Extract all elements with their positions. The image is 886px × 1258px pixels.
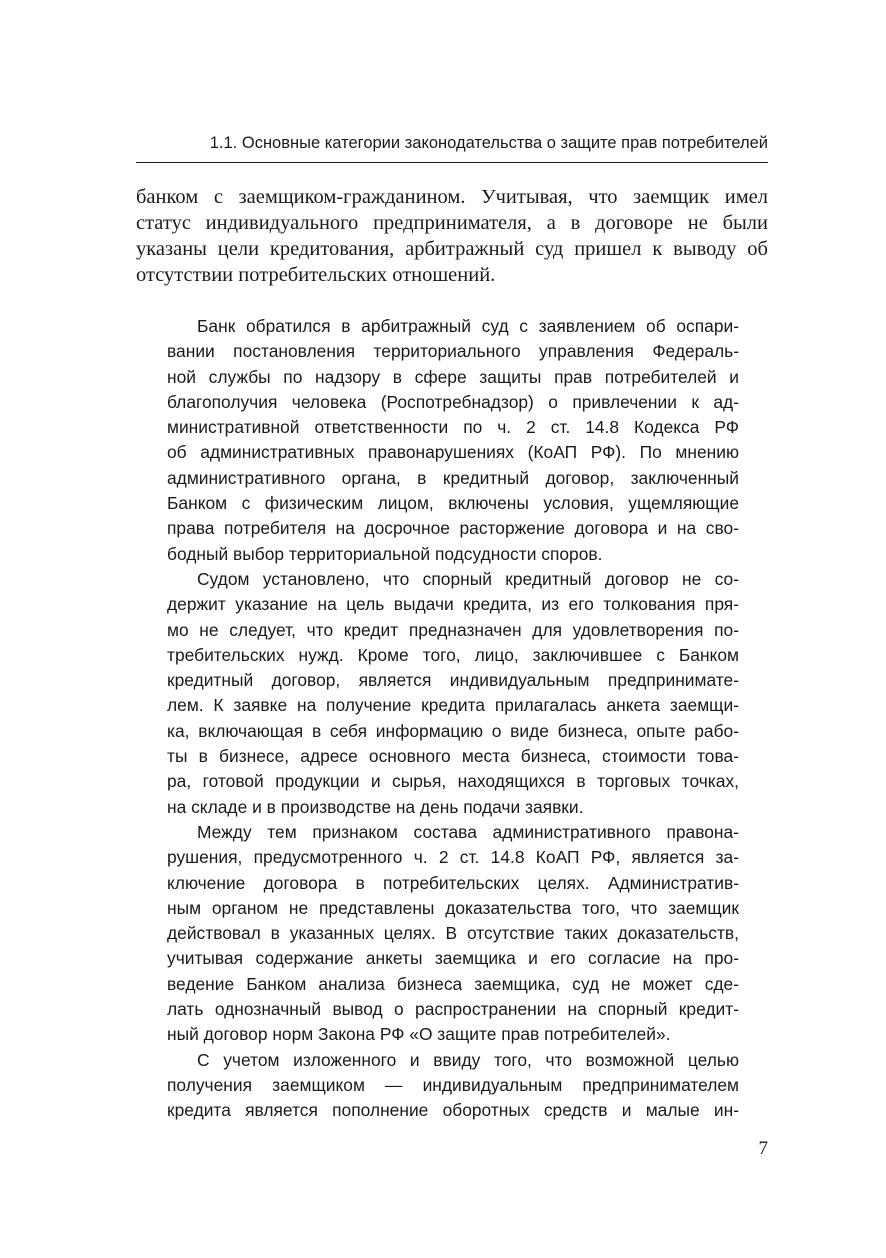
case-line: рушения, предусмотренного ч. 2 ст. 14.8 КоАП РФ, является за- — [167, 847, 739, 868]
case-line: получения заемщиком — индивидуальным предпринимателем — [167, 1074, 739, 1095]
case-line: об административных правонарушениях (КоАП РФ). По мнению — [167, 442, 739, 463]
case-paragraph — [167, 1048, 739, 1124]
case-line: С учетом изложенного и ввиду того, что возможной целью — [197, 1049, 739, 1070]
running-head: 1.1. Основные категории законодательства о защите прав потребителей — [209, 134, 768, 152]
case-line: лать однозначный вывод о распространении на спорный кредит- — [167, 999, 739, 1020]
case-line: ный договор норм Закона РФ «О защите прав потребителей». — [167, 1024, 671, 1045]
case-line: ты в бизнесе, адресе основного места бизнеса, стоимости това- — [167, 746, 739, 767]
case-line: мо не следует, что кредит предназначен для удовлетворения по- — [167, 619, 739, 640]
case-line: на складе и в производстве на день подачи заявки. — [167, 796, 584, 817]
case-line: ра, готовой продукции и сырья, находящихся в торговых точках, — [167, 771, 739, 792]
main-text — [136, 184, 768, 288]
case-line: требительских нужд. Кроме того, лицо, заключившее с Банком — [167, 644, 739, 665]
case-line: кредитный договор, является индивидуальным предпринимате- — [167, 670, 739, 691]
case-line: права потребителя на досрочное расторжение договора и на сво- — [167, 518, 739, 539]
case-line: лем. К заявке на получение кредита прилагалась анкета заемщи- — [167, 695, 739, 716]
main-text-line: отсутствии потребительских отношений. — [136, 264, 496, 286]
main-text-line: статус индивидуального предпринимателя, а в договоре не были — [136, 212, 768, 234]
case-line: благополучия человека (Роспотребнадзор) о привлечении к ад- — [167, 391, 739, 412]
case-line: административного органа, в кредитный договор, заключенный — [167, 467, 739, 488]
case-line: бодный выбор территориальной подсудности споров. — [167, 543, 603, 564]
case-line: министративной ответственности по ч. 2 ст. 14.8 Кодекса РФ — [167, 417, 739, 438]
case-line: Банк обратился в арбитражный суд с заявлением об оспари- — [197, 316, 739, 336]
case-line: учитывая содержание анкеты заемщика и его согласие на про- — [167, 948, 739, 969]
page-number: 7 — [758, 1138, 768, 1159]
case-line: держит указание на цель выдачи кредита, из его толкования пря- — [167, 594, 739, 615]
case-paragraph — [167, 567, 739, 820]
case-line: ключение договора в потребительских целях. Административ- — [167, 872, 739, 893]
case-line: ным органом не представлены доказательства того, что заемщик — [167, 897, 739, 918]
case-line: вании постановления территориального управления Федераль- — [167, 341, 739, 362]
case-paragraph — [167, 820, 739, 1048]
case-line: Банком с физическим лицом, включены условия, ущемляющие — [167, 493, 739, 514]
case-line: действовал в указанных целях. В отсутствие таких доказательств, — [167, 923, 739, 944]
case-line: ка, включающая в себя информацию о виде бизнеса, опыте рабо- — [167, 720, 739, 741]
main-text-line: банком с заемщиком-гражданином. Учитывая, что заемщик имел — [136, 186, 768, 208]
case-line: Между тем признаком состава административного правона- — [197, 821, 739, 842]
case-line: ной службы по надзору в сфере защиты прав потребителей и — [167, 366, 739, 387]
main-text-line: указаны цели кредитования, арбитражный суд пришел к выводу об — [136, 238, 768, 260]
header-rule — [136, 162, 768, 163]
case-paragraph — [167, 314, 739, 567]
case-line: кредита является пополнение оборотных средств и малые ин- — [167, 1100, 739, 1121]
case-example — [167, 314, 739, 1124]
case-line: Судом установлено, что спорный кредитный договор не со- — [197, 568, 739, 589]
case-line: ведение Банком анализа бизнеса заемщика, суд не может сде- — [167, 973, 739, 994]
